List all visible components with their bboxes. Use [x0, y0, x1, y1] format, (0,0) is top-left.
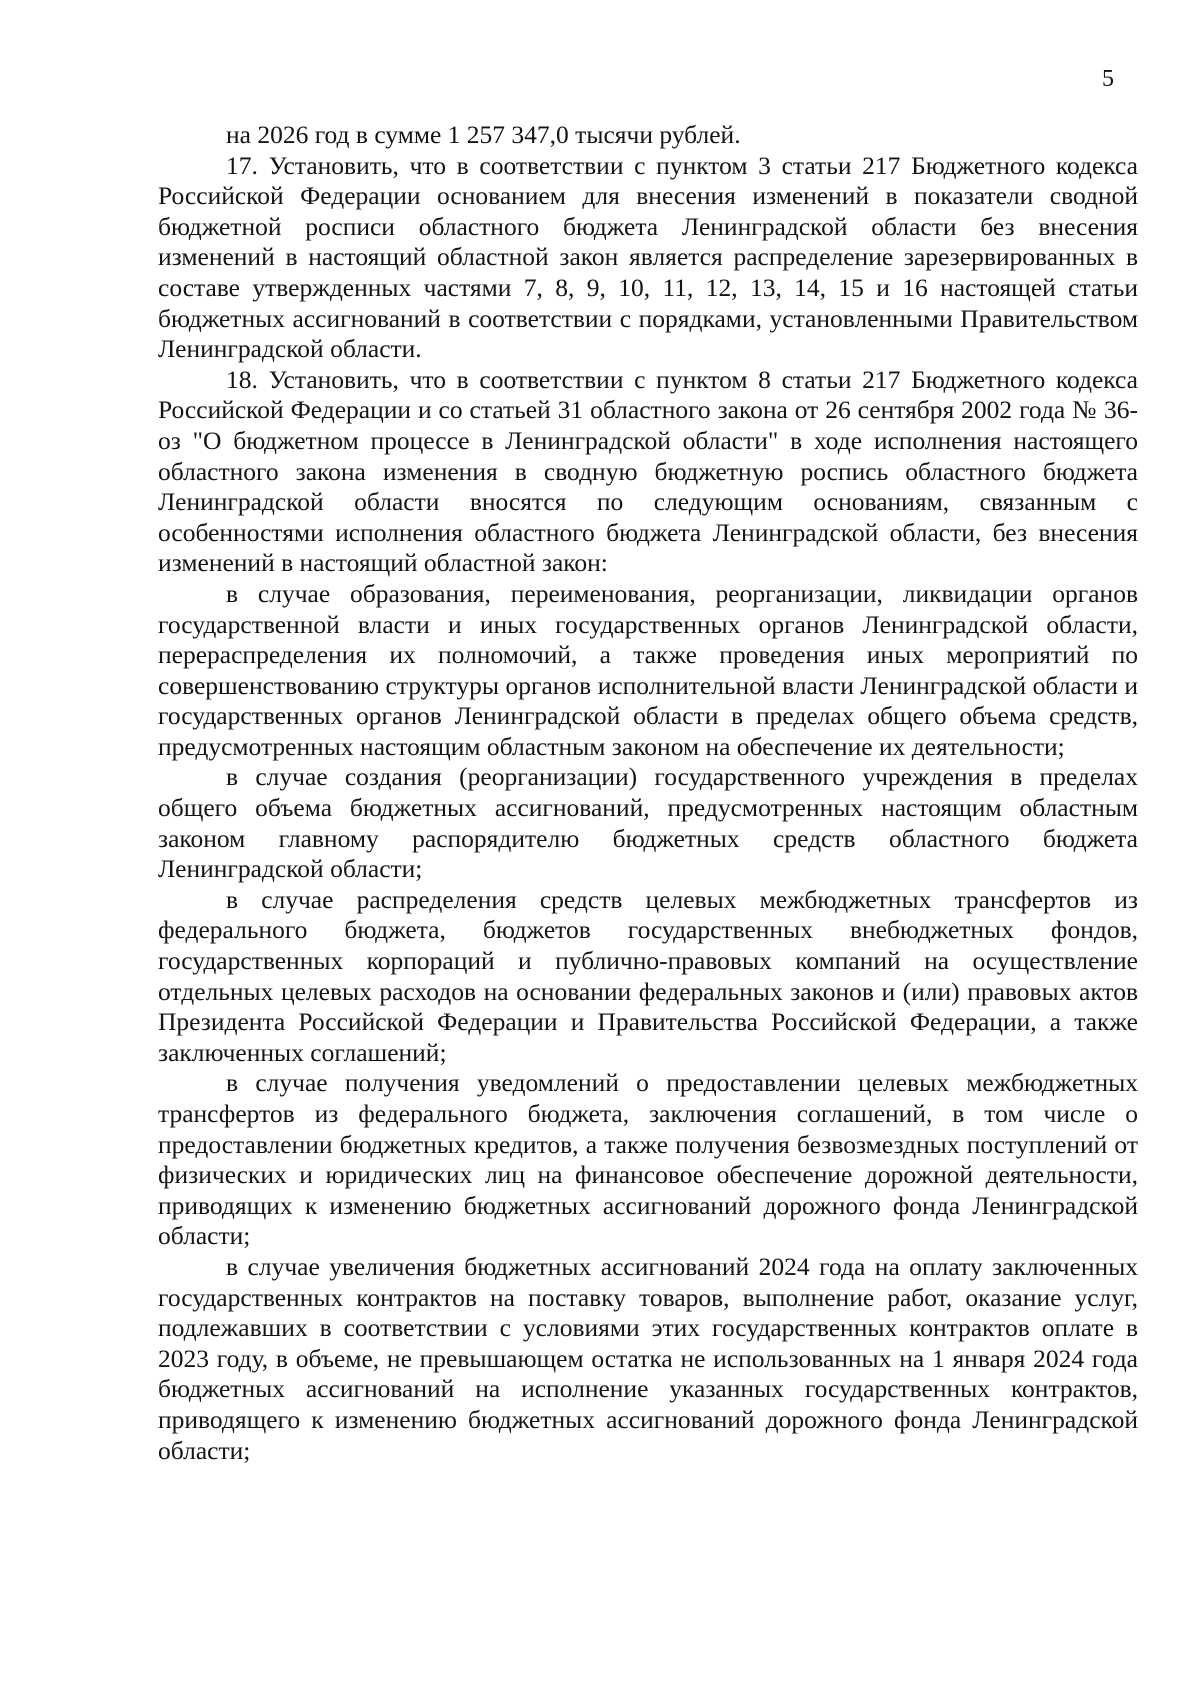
- document-body: [158, 120, 1138, 1466]
- paragraph-clause-18: 18. Установить, что в соответствии с пунктом 8 статьи 217 Бюджетного кодекса Российской Федерации и со статьей 31 областного закона от 26 сентября 2002 года № 36-оз "О бюджетном процессе в Ленинградской области" в ходе исполнения настоящего областного закона изменения в сводную бюджетную роспись областного бюджета Ленинградской области вносятся по следующим основаниям, связанным с особенностями исполнения областного бюджета Ленинградской области, без внесения изменений в настоящий областной закон:: [158, 364, 1138, 578]
- paragraph-case-contracts-increase: в случае увеличения бюджетных ассигнований 2024 года на оплату заключенных государственных контрактов на поставку товаров, выполнение работ, оказание услуг, подлежавших в соответствии с условиями этих государственных контрактов оплате в 2023 году, в объеме, не превышающем остатка не использованных на 1 января 2024 года бюджетных ассигнований на исполнение указанных государственных контрактов, приводящего к изменению бюджетных ассигнований дорожного фонда Ленинградской области;: [158, 1251, 1138, 1465]
- page-number: 5: [1102, 66, 1114, 92]
- paragraph-case-transfers-distribution: в случае распределения средств целевых межбюджетных трансфертов из федерального бюджета, бюджетов государственных внебюджетных фондов, государственных корпораций и публично-правовых компаний на осуществление отдельных целевых расходов на основании федеральных законов и (или) правовых актов Президента Российской Федерации и Правительства Российской Федерации, а также заключенных соглашений;: [158, 884, 1138, 1067]
- paragraph-case-reorganization-bodies: в случае образования, переименования, реорганизации, ликвидации органов государственной власти и иных государственных органов Ленинградской области, перераспределения их полномочий, а также проведения иных мероприятий по совершенствованию структуры органов исполнительной власти Ленинградской области и государственных органов Ленинградской области в пределах общего объема средств, предусмотренных настоящим областным законом на обеспечение их деятельности;: [158, 578, 1138, 761]
- paragraph-continuation: на 2026 год в сумме 1 257 347,0 тысячи рублей.: [226, 120, 741, 149]
- paragraph-case-notifications: в случае получения уведомлений о предоставлении целевых межбюджетных трансфертов из федерального бюджета, заключения соглашений, в том числе о предоставлении бюджетных кредитов, а также получения безвозмездных поступлений от физических и юридических лиц на финансовое обеспечение дорожной деятельности, приводящих к изменению бюджетных ассигнований дорожного фонда Ленинградской области;: [158, 1068, 1138, 1251]
- paragraph-clause-17: 17. Установить, что в соответствии с пунктом 3 статьи 217 Бюджетного кодекса Российской Федерации основанием для внесения изменений в показатели сводной бюджетной росписи областного бюджета Ленинградской области без внесения изменений в настоящий областной закон является распределение зарезервированных в составе утвержденных частями 7, 8, 9, 10, 11, 12, 13, 14, 15 и 16 настоящей статьи бюджетных ассигнований в соответствии с порядками, установленными Правительством Ленинградской области.: [158, 150, 1138, 364]
- paragraph-case-state-institution: в случае создания (реорганизации) государственного учреждения в пределах общего объема бюджетных ассигнований, предусмотренных настоящим областным законом главному распорядителю бюджетных средств областного бюджета Ленинградской области;: [158, 762, 1138, 884]
